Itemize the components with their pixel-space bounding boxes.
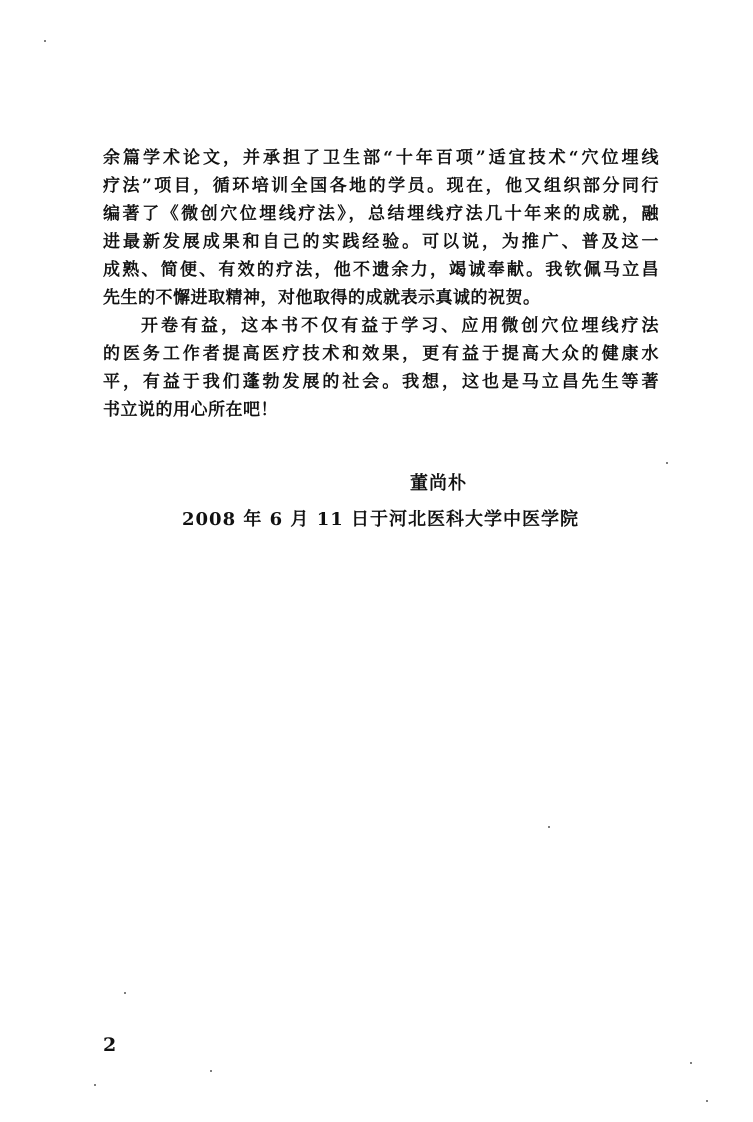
text-line: 进最新发展成果和自己的实践经验。可以说，为推广、普及这一 [103, 232, 659, 252]
text-line: 疗法”项目，循环培训全国各地的学员。现在，他又组织部分同行 [103, 176, 659, 196]
scan-speck [706, 1100, 708, 1102]
text-line: 先生的不懈进取精神，对他取得的成就表示真诚的祝贺。 [103, 288, 541, 308]
date-and-place: 2008 年 6 月 11 日于河北医科大学中医学院 [182, 509, 580, 530]
text-line: 成熟、简便、有效的疗法，他不遗余力，竭诚奉献。我钦佩马立昌 [103, 260, 659, 280]
text-line: 编著了《微创穴位埋线疗法》，总结埋线疗法几十年来的成就，融 [103, 204, 659, 224]
text-line: 书立说的用心所在吧！ [103, 400, 278, 420]
page-number: 2 [103, 1034, 117, 1056]
text-line: 开卷有益，这本书不仅有益于学习、应用微创穴位埋线疗法 [141, 316, 659, 336]
paragraph-2 [103, 312, 659, 424]
text-line: 余篇学术论文，并承担了卫生部“十年百项”适宜技术“穴位埋线 [103, 148, 659, 168]
scan-speck [124, 992, 126, 994]
paragraph-1 [103, 144, 659, 312]
author-signature: 董尚朴 [410, 473, 467, 494]
scan-speck [94, 1084, 96, 1086]
scan-speck [210, 1070, 212, 1072]
preface-body [103, 144, 659, 424]
scan-speck [44, 40, 46, 42]
text-line: 的医务工作者提高医疗技术和效果，更有益于提高大众的健康水 [103, 344, 659, 364]
scan-speck [690, 1062, 692, 1064]
scan-speck [548, 826, 550, 828]
scan-speck [666, 462, 668, 464]
text-line: 平，有益于我们蓬勃发展的社会。我想，这也是马立昌先生等著 [103, 372, 659, 392]
